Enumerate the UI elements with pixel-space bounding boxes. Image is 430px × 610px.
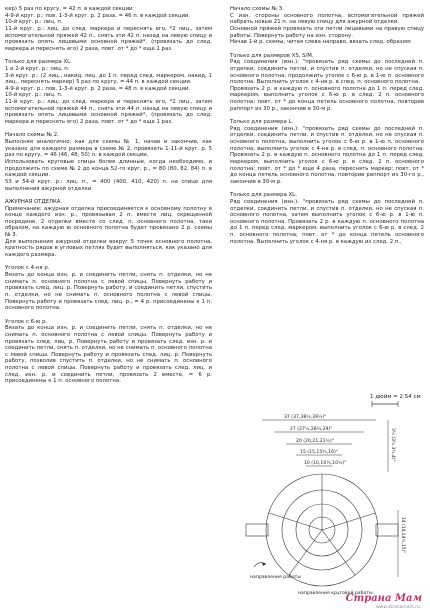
dim-label-2: 27 (27½,28½,29)" (290, 427, 333, 432)
left-paragraph-1: кер) 5 раз по кругу, = 42 п. в каждой секции. 4-9-й круг. р.: пов. 1-3-й круг. р. 2 раза, = 46 п. в каждой секции. 10-й круг. р.: лиц. п. 11-й круг. р.: лиц. до след. маркера и переснять его, *2 лиц., затем вспомогательной пряжей 42 п., снять эти 42 п. назад на левую спицу и провязать опять лицевыми основной пряжей*, (провязать до след. маркера и переснять его) 2 раза, повт. от * до * еще 1 раз. (5, 6, 212, 52)
dim-label-4: 15 (15,15¾,16)" (300, 450, 338, 455)
dim-label-lower: 14 (14,14½,15)" (400, 517, 405, 554)
dim-label-3: 20 (20,21,21½)" (296, 439, 334, 444)
right-column (230, 6, 424, 245)
scale-label: 1 дюйм = 2.54 см (370, 394, 421, 400)
right-paragraph-scheme3: Начало схемы № 3. С изн. стороны основного полотна, вспомогательной пряжей набрать новые 21 п. на левую спицу для ажурной отделки. Основной пряжей провязать эти петли лицевыми на правую спицу работы. Повернуть работу на изн. сторону. Начав 1-й р. схемы, читая слева направо, вязать след. образом: (230, 6, 424, 46)
left-paragraph-scheme2: Начало схемы № 2. Выполняя аналогично, как для схемы № 1, начав и закончив, как указано для каждого размера в схеме № 2, провязать 1-11-й круг. р. 5 раз по кругу, = 46 (46, 48, 50) п. в каждой секции. Использовать круговые спицы более длинные, когда необходимо, и продолжить по схеме № 2 до конца 52-го круг. р., = 80 (80, 82, 84) п. в каждой секции. 53 и 54-й круг. р.: лиц. п., = 400 (400, 410, 420) п. на спице для выполнения ажурной отделки. (5, 132, 212, 192)
left-paragraph-lace-trim: АЖУРНАЯ ОТДЕЛКА. Примечание: ажурная отделка присоединяется к основному полотну в конце каждого изн. р., провязывая 2 п. вместе лиц. скрещенной посредине, 2 отделки вместе со след. п. основного полотна, таки образом, на каждую ю основного полотна будет провязано 2 р. схемы № 3. Для выполнения ажурной отделки вокруг 5 точек основного полотна, кратность рядов в угловых петлях будет выполняться, как указано для каждого размера. (5, 198, 212, 259)
dim-label-side: 3½ (3½,3½,4)" (390, 428, 395, 462)
dim-label-1: 37 (37,38½,39½)" (284, 415, 327, 420)
direction-arrow (254, 562, 266, 567)
right-paragraph-l: Только для размера L. Ряд соединения (изн.): "провязать ряд схемы до последней п. отделки, соединить петли, и спустив п. отделки, но не спуская п. основного полотна, выполнить уголок с 6-ю р. в 1-ю п. основного полотна, выполнить уголок с 4-ня р. в след. п. основного полотна. Провязать 2 р. в каждую п. основного полотна до 1 п. перед след. маркером, выполнить уголок с 6-ю р. в след. 2 п. основного полотна; повт. от * до * еще 4 раза, переснять маркер; повт. от * до конца петель основного полотна, повторив раппорт из 30-го р., закончив в 30-м р. (230, 119, 424, 185)
circular-direction-label: направление круговой работы (298, 591, 373, 596)
left-paragraph-xl: Только для размера XL. 1 и 2-й круг. р.: лиц. п. 3-й круг. р.: (2 лиц., накид, лиц. до 1 п. перед след. маркером, накид, 1 лиц., переснять маркер) 5 раз по кругу, = 44 п. в каждой секции. 4-9-й круг. р.: пов. 1-3-й круг. р. 2 раза, = 48 п. в каждой секции. 10-й круг. р.: лиц. п. 11-й круг. р.: лиц. до след. маркера и переснять его, *2 лиц., затем вспомогательной пряжей 44 п., снять эти 44 п. назад на левую спицу и провязать опять лицевыми основной пряжей*, (провязать до след. маркера и переснять его) 2 раза, повт. от * до * еще 1 раз. (5, 59, 212, 126)
right-paragraph-xs-sm: Только для размеров XS, S/M. Ряд соединения (изн.): "провязать ряд схемы до последней п. отделки, соединить петли, и спустив п. отделки, но не спуская п. основного полотна, продолжить уголок с 6-ю р. в 1-ю п. основного полотна. Выполнить уголок с 4-ня р. в след. п. основного полотна. Провязать 2 р. в каждую п. основного полотна до 1 п. перед след. маркером, выполнить уголок с 6-ю р. в след. 2 п. основного полотна; повт. от * до конца петель основного полотна, повторив раппорт из 30 р., закончив в 30-м р. (230, 52, 424, 112)
left-paragraph-corner-6: Уголок с 6-ю р. Вязать до конца изн. р. и соединить петли, снять п. отделки, но не снимать п. основного полотна с левой спицы. Повернуть работу и провязать след. лиц. р. Повернуть работу и провязать след. изн. р. и соединить петли, снять п. отделки, но не снимать п. основного полотна с левой спицы. Повернуть работу и провязать след. лиц. р. Повернуть работу, позволив спустить п. отделки, но не снимать п. основного полотна с левой спицы. Повернуть работу и провязать след. лиц. и след. изн. р. и соединить петли, провязать 2 вместе, = 6 р. присоединены к 1 п. основного полотна. (5, 318, 212, 385)
left-paragraph-corner-4: Уголок с 4-ня р. Вязать до конца изн. р. и соединить петли, снять п. отделки, но не снимать п. основного полотна с левой спицы. Повернуть работу и провязать след. лиц. р. Повернуть работу, и соединить петли, спустить п. отделки, но не снимать п. основного полотна с левой спицы. Повернуть работу и провязать след. лиц. р., = 4 р. присоединены к 1 п. основного полотна. (5, 265, 212, 312)
watermark-logo: Страна Мам (345, 593, 422, 604)
pattern-diagram (226, 392, 426, 602)
shawl-outline (246, 474, 398, 586)
dim-label-5: 10 (10,10¼,10½)" (304, 461, 347, 466)
left-column (5, 6, 212, 385)
watermark-url: www.stranamam.ru (375, 605, 420, 610)
direction-label: направление работы (250, 575, 301, 580)
right-paragraph-xl: Только для размера XL. Ряд соединения (изн.): "провязать ряд схемы до последней п. отделки, соединить петли, и спустив п. отделки, но не спуская п. основного полотна, затем выполнить уголок с 6-ю р. в 1-ю п. основного полотна. Провязать 2 р. в каждую п. основного полотна до 1 п. перед след. маркером, выполнить уголок с 6-ю р. в след. 2 п. основного полотна; повт. от * до конца петель основного полотна. Выполнить уголок с 4-ня р. в каждую из след. 2 п., (230, 192, 424, 245)
